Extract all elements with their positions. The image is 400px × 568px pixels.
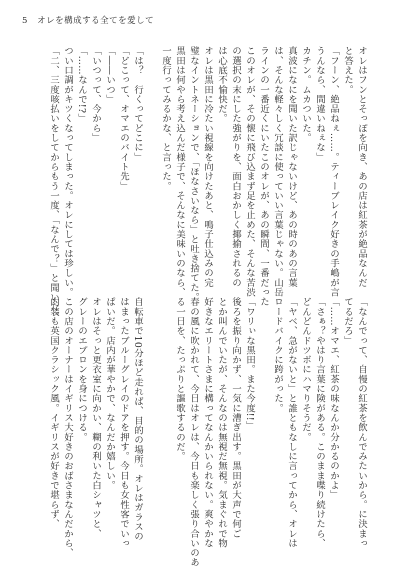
text-block-lower: [22, 297, 368, 568]
text-line: の選択の末にした強がりを、面白おかしく揶揄されるの: [230, 46, 241, 288]
text-line: ロードバイクに跨がった。: [272, 297, 283, 413]
text-line: 「二、三度咳払いをしてからもう一度、「なんで？」と聞いた。: [48, 46, 59, 322]
text-line: カチン。ムカついた。: [300, 46, 311, 143]
text-line: 「ワリぃな黒田。また今度!!」: [244, 297, 255, 431]
text-line: [144, 46, 158, 276]
text-line: ラインの一番近くにいたこのオレが、あの瞬間、一番だった: [258, 46, 269, 307]
text-line: 自転車で10分ほど走れば、目的の場所。オレはガラスの: [132, 297, 143, 542]
text-line: 好きなエリートさまに構ってなんかいられない。爽やかな: [202, 297, 213, 548]
text-line: 「さぁ？やはり言葉に険がある。このまま喋り続けたら、: [314, 297, 325, 548]
text-line: 「……オマエ、紅茶の味なんか分かるのかよ」: [328, 297, 339, 500]
text-line: と答えた。: [342, 46, 353, 95]
text-line: 「――いつ」: [104, 46, 115, 104]
text-line: つい口調がキツくなってしまった。オレにしては珍しい。: [62, 46, 73, 297]
text-line: どんどんドツボにハマりそうだ。: [300, 297, 311, 442]
text-line: 後ろを振り向かず、一気に漕ぎ出す。黒田が大声で何ご: [230, 297, 241, 539]
text-line: [158, 297, 172, 547]
text-line: うんなら、間違いねぇな」: [314, 46, 325, 162]
text-line: オレはフンとそっぽを向き、あの店は紅茶が絶品なんだ: [356, 46, 367, 288]
text-line: 「いつって、今から」: [90, 46, 101, 143]
text-line: 「ヤベ、急がないと」と誰ともなしに言ってから、オレは: [286, 297, 297, 548]
chapter-title: オレを構成する全てを愛して: [37, 16, 155, 26]
text-line: てるだろ」: [342, 297, 353, 346]
text-line: オレは黒田に冷たい視線を向けたあと、鳴子仕込みの完: [202, 46, 213, 288]
running-header: [22, 14, 154, 26]
text-line: とか叫んでいたが、そんなのは無視だ無視。気まぐれで物: [216, 297, 227, 548]
text-line: 一度行ってみるかな、と言った。: [160, 46, 171, 191]
text-line: オレはそっと更衣室に向かい、糊の利いた白シャツと、: [90, 297, 101, 539]
text-line: る一日を、たっぷりと謳歌するのだ。: [174, 297, 185, 462]
text-line: 黒田は何やら考え込んだ様子で、そんなに美味いのなら、: [174, 46, 185, 297]
text-line: 内装も英国クラシック風。イギリスが好きで堪らず、: [48, 297, 59, 529]
text-line: [144, 297, 158, 547]
text-line: 春の風に吹かれて、今日はオレは、今日も楽しく張り合いのあ: [188, 297, 199, 568]
text-line: 「フーン、絶品ねぇ……。ティーブレイク好きの手嶋が言: [328, 46, 339, 297]
text-line: グレーのエプロンを身につける。: [76, 297, 87, 442]
text-line: 「なんでって、自慢の紅茶を飲んでみたいから。に決まっ: [356, 297, 367, 548]
text-line: は心底不愉快だ。: [216, 46, 227, 124]
page-number: 5: [22, 16, 28, 26]
text-line: はまったブルーグレイのドアを押す。今日も女性客でいっ: [118, 297, 129, 548]
text-line: は、そんな軽々しく冗談に使っていい言葉じゃない。山岳: [272, 46, 283, 297]
text-line: ぱいだ。店内が華やかで、なんだか嬉しい。: [104, 297, 115, 490]
text-line: この店のオーナーはイギリス大好きのおばさまなんだから、: [62, 297, 73, 558]
text-line: 真波になにを聞いた訳じゃないけど、あの時のあの言葉: [286, 46, 297, 288]
text-line: 「……なんで!?」: [76, 46, 87, 123]
text-line: [256, 297, 270, 547]
text-line: 「どこって、オマエのバイト先」: [118, 46, 129, 191]
text-line: 璧なイントネーションで、「ほなさいなら」と吐き捨てた。: [188, 46, 199, 302]
text-line: このオレが、その懐に飛び込まず足を止めた、そんな苦渋: [244, 46, 255, 297]
text-line: 「は？ 行くってどこに」: [132, 46, 143, 162]
